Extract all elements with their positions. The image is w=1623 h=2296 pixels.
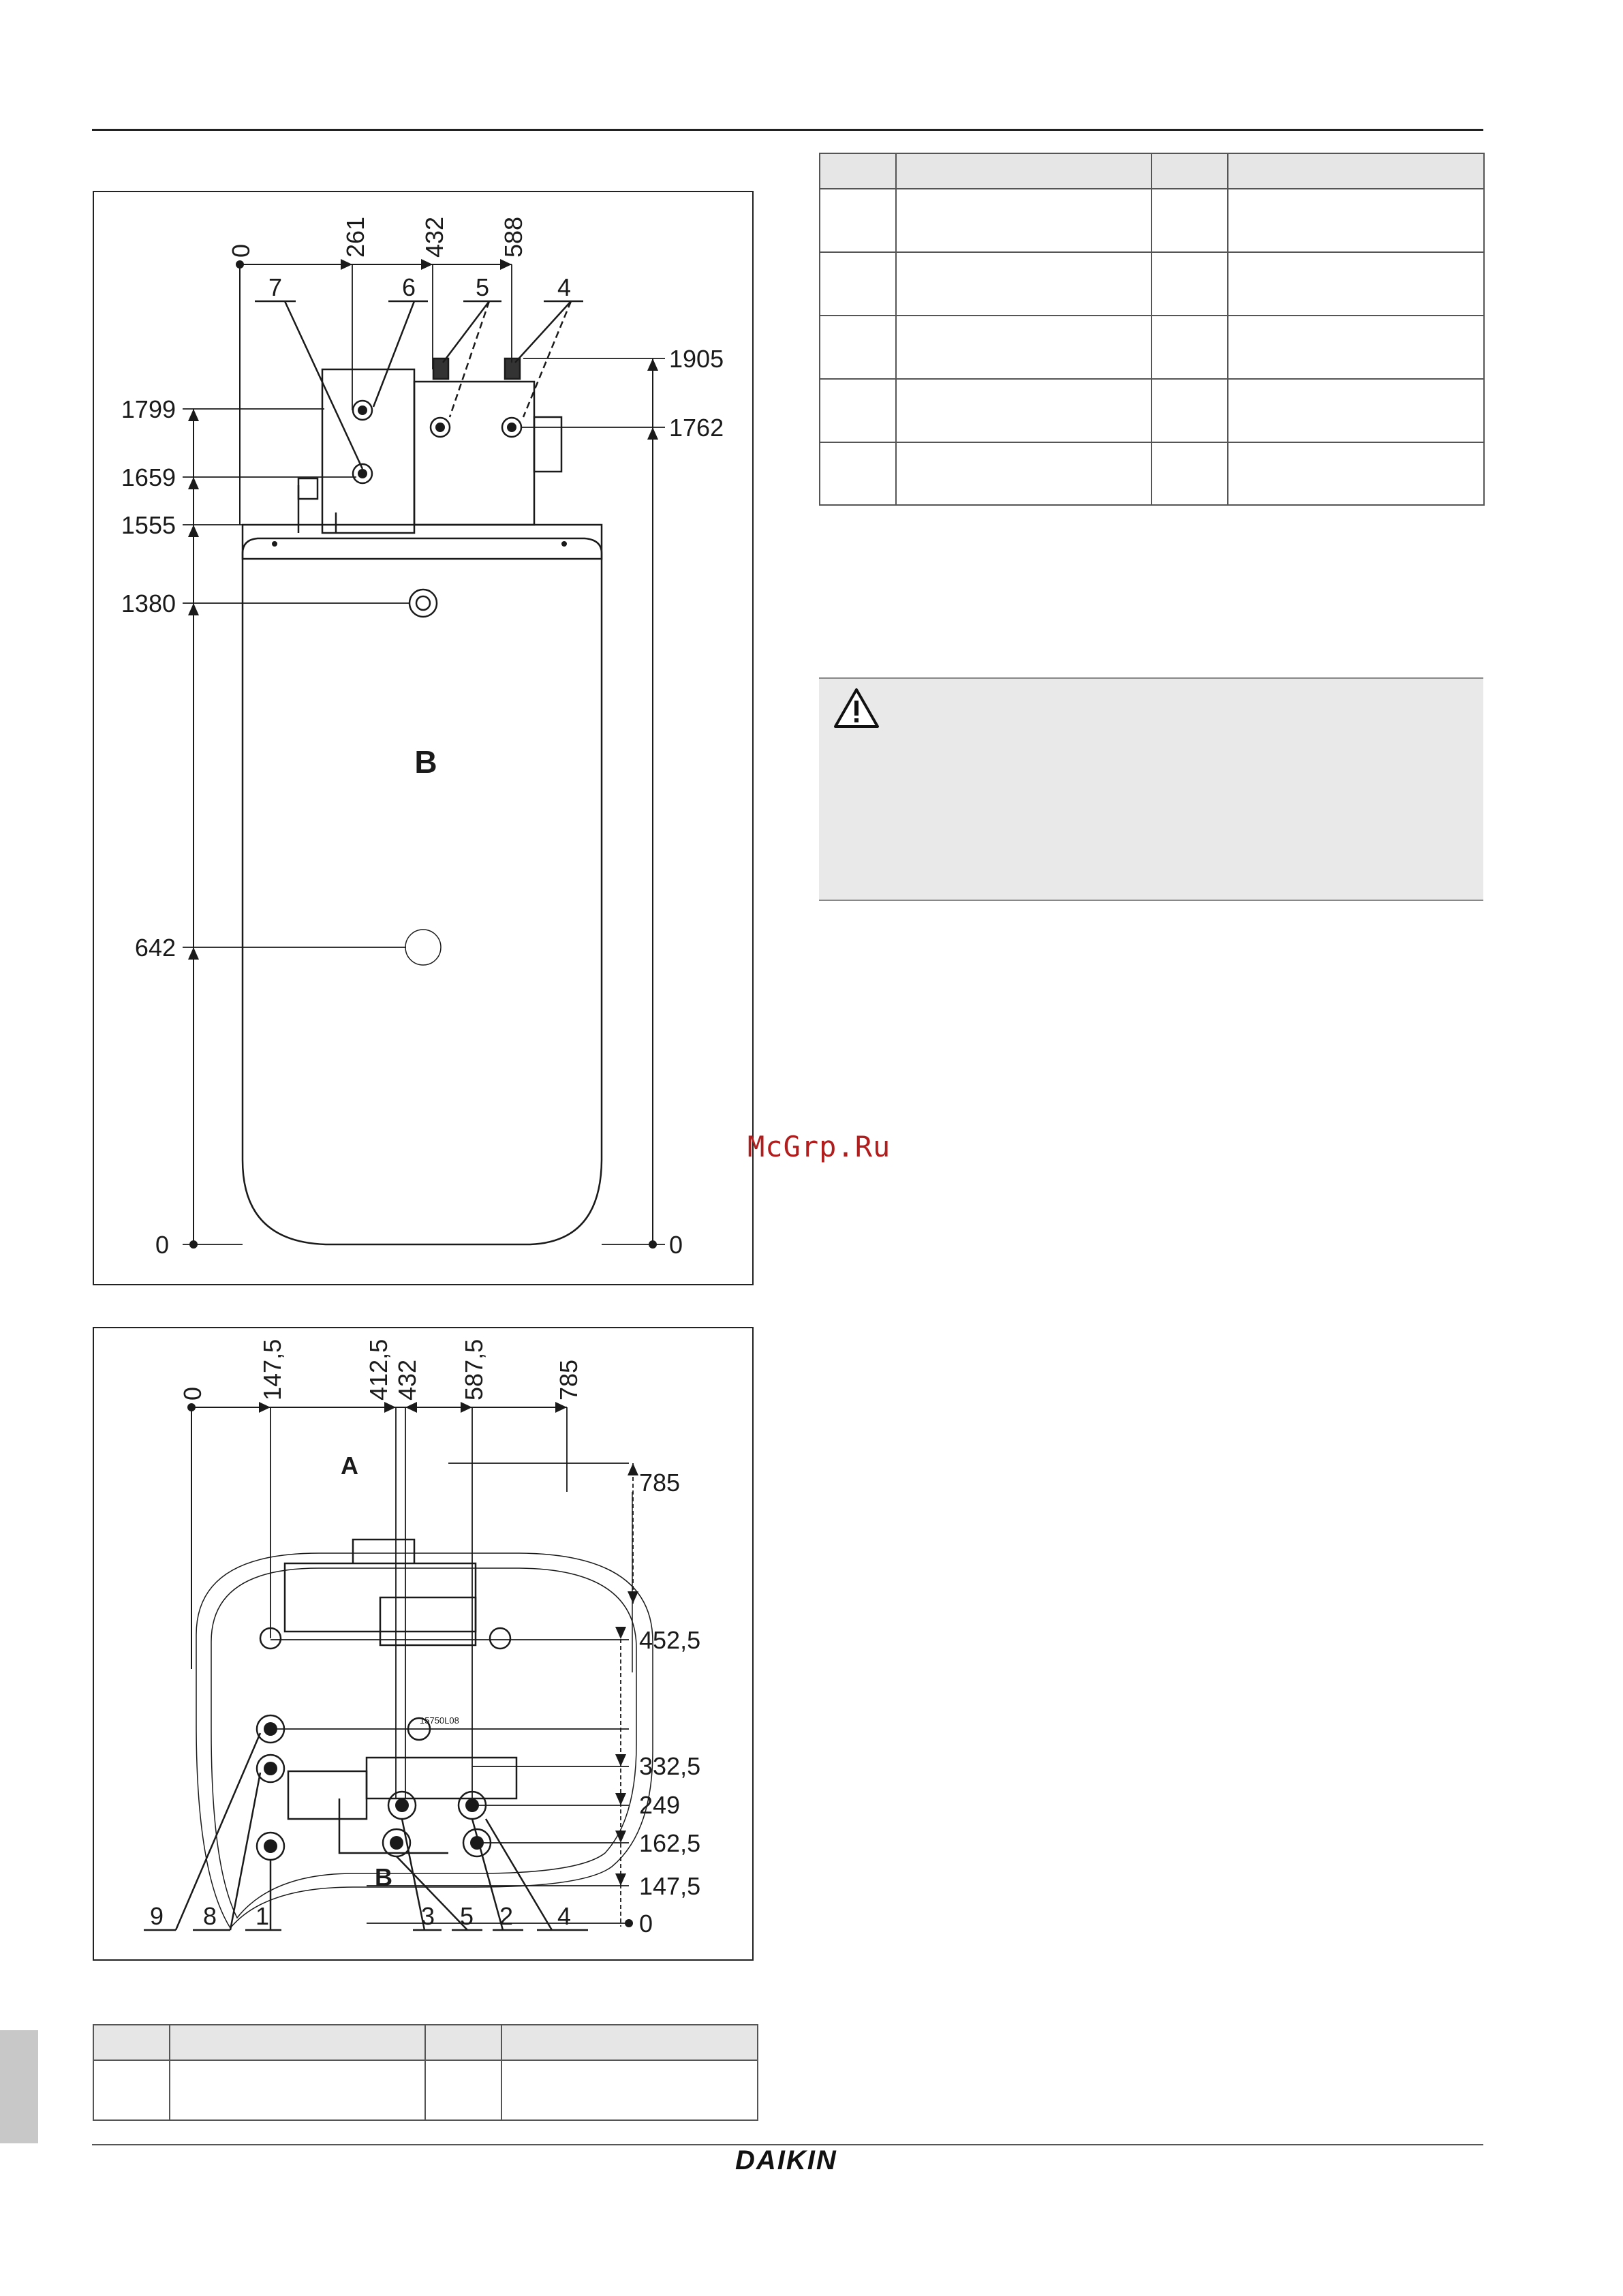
top-height-1905: 1905 [669,345,724,373]
side-view-svg [94,192,752,1284]
legend-table-top [819,153,1485,506]
sensor-pocket [405,930,441,965]
bottom-ydim-0: 0 [639,1910,653,1938]
bottom-ydim-162-5: 162,5 [639,1829,701,1857]
callout-3: 3 [420,1902,435,1930]
side-view-drawing [93,191,754,1285]
top-height-1659: 1659 [121,463,176,491]
top-height-642: 642 [134,934,176,962]
top-height-1762: 1762 [669,414,724,442]
top-height-1380: 1380 [121,590,176,617]
header-rule [92,129,1483,131]
top-view-drawing [93,1327,754,1961]
top-plate [243,525,602,559]
table-header-row [93,2025,758,2060]
part-label-a: A [341,1452,358,1480]
table-row [820,442,1484,505]
watermark: McGrp.Ru [747,1130,891,1163]
bottom-xdim-432: 432 [393,1359,421,1400]
callout-7: 7 [268,273,283,301]
callout-5: 5 [475,273,490,301]
unit-label-b: B [414,744,437,780]
callout-4b: 4 [557,1902,572,1930]
top-height-right-0: 0 [669,1231,683,1259]
top-height-1799: 1799 [121,395,176,423]
table-row [820,379,1484,442]
chapter-tab [0,2030,38,2143]
valve-4 [505,358,520,379]
table-header-row [820,153,1484,189]
valve-fitting [298,478,318,499]
valve-5 [433,358,448,379]
legend-table-bottom [93,2024,758,2121]
callout-5b: 5 [459,1902,474,1930]
table-row [820,252,1484,316]
top-xdim-1: 261 [341,216,369,258]
part-label-b: B [375,1863,392,1891]
tank-body [243,538,602,1244]
bottom-ydim-452-5: 452,5 [639,1626,701,1654]
callout-8: 8 [202,1902,217,1930]
valve-block [367,1758,516,1798]
callout-4: 4 [557,273,572,301]
callout-9: 9 [149,1902,164,1930]
table-row [820,316,1484,379]
callout-6: 6 [401,273,416,301]
control-box [380,1597,476,1645]
anode-fitting [409,590,437,617]
bottom-ydim-249: 249 [639,1791,681,1819]
bottom-xdim-0: 0 [179,1386,206,1400]
bottom-xdim-412-5: 412,5 [365,1338,392,1400]
warning-icon [833,687,880,729]
top-height-0: 0 [155,1231,169,1259]
bottom-ydim-332-5: 332,5 [639,1752,701,1780]
pump-body [288,1771,367,1819]
top-height-1555: 1555 [121,511,176,539]
bottom-ydim-785: 785 [639,1469,681,1497]
connection-top-right [490,1628,510,1649]
table-row [820,189,1484,252]
top-xdim-3: 588 [499,216,527,258]
callout-1: 1 [255,1902,270,1930]
bottom-xdim-785: 785 [555,1359,583,1400]
top-view-svg [94,1328,752,1959]
bottom-xdim-587-5: 587,5 [460,1338,488,1400]
plate-text: 15750L08 [420,1715,459,1726]
hydro-motor [534,417,561,472]
callout-2: 2 [499,1902,514,1930]
top-xdim-2: 432 [420,216,448,258]
bottom-xdim-147-5: 147,5 [258,1338,286,1400]
warning-box [819,677,1483,901]
top-xdim-0: 0 [227,243,255,258]
bottom-ydim-147-5: 147,5 [639,1872,701,1900]
hydro-box-left [322,369,414,533]
casing-inner [211,1568,636,1918]
table-row [93,2060,758,2120]
brand-logo: DAIKIN [735,2145,837,2175]
hydro-box-right [414,382,534,525]
